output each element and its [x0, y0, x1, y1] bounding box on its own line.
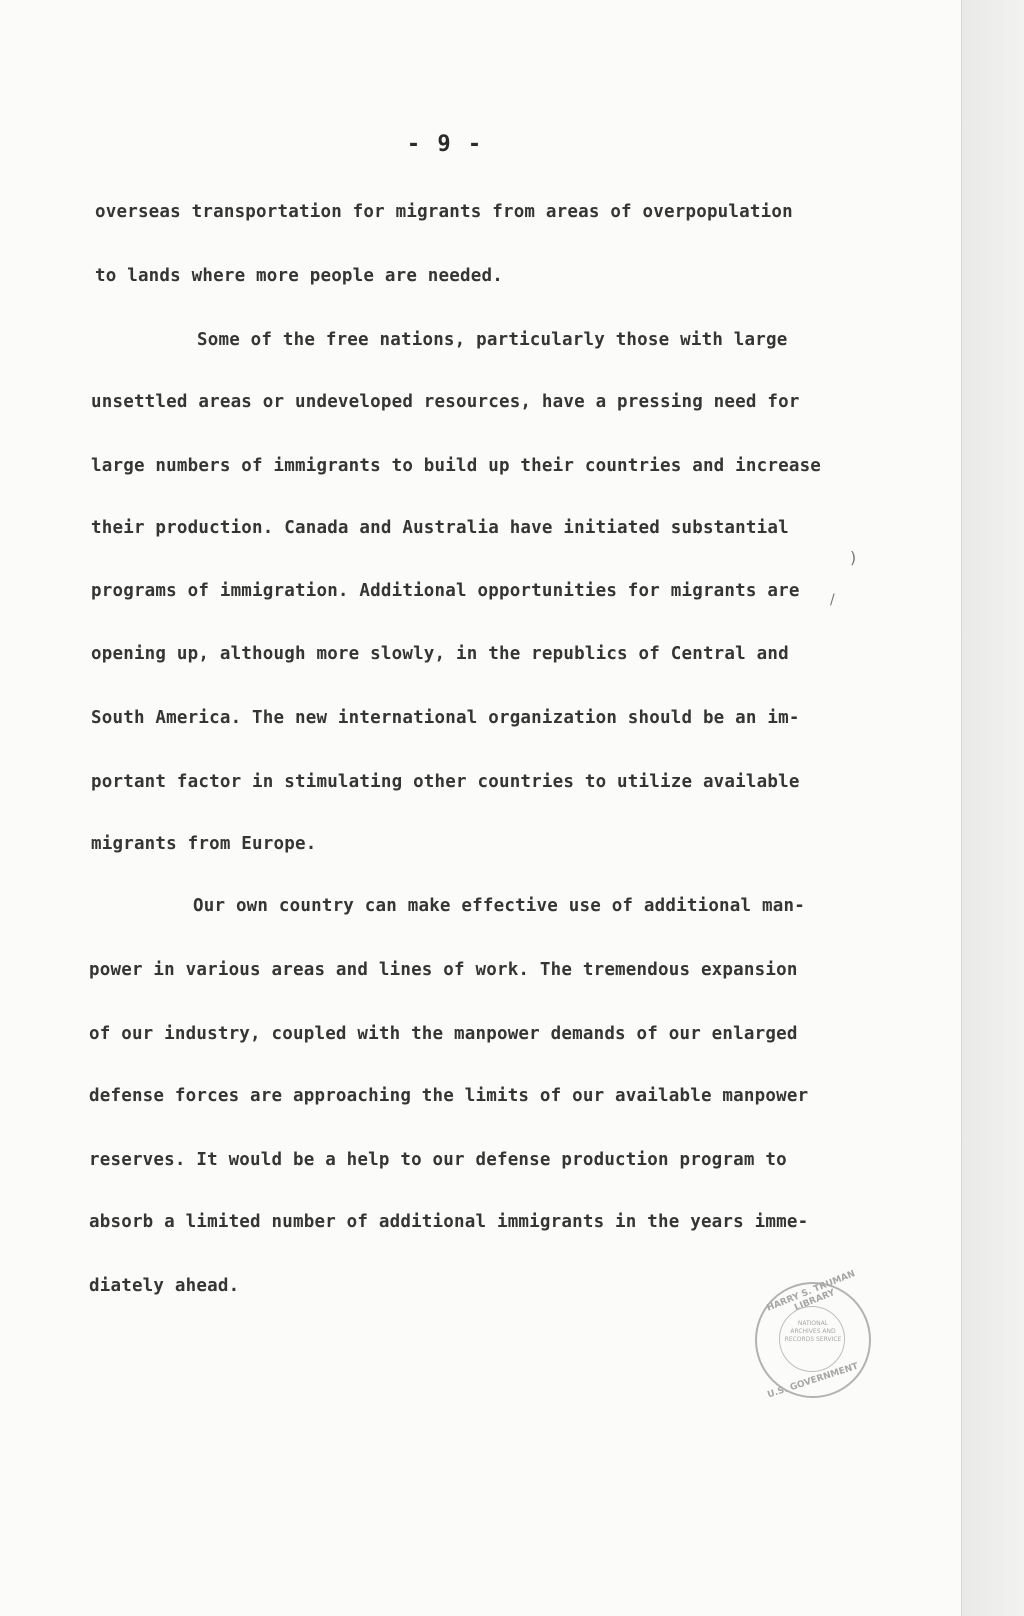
text-line: diately ahead.: [89, 1276, 240, 1296]
stamp-bottom-text: U.S. GOVERNMENT: [766, 1361, 860, 1401]
pencil-mark: /: [830, 592, 835, 608]
text-line: defense forces are approaching the limits of our available manpower: [89, 1086, 809, 1106]
stamp-center-text: NATIONAL ARCHIVES AND RECORDS SERVICE: [784, 1320, 842, 1343]
page-number: - 9 -: [406, 132, 484, 157]
text-line: Our own country can make effective use of additional man-: [193, 896, 805, 916]
text-line: reserves. It would be a help to our defense production program to: [89, 1150, 787, 1170]
text-line: to lands where more people are needed.: [95, 266, 503, 286]
stamp-top-text: HARRY S. TRUMAN LIBRARY: [765, 1269, 857, 1314]
text-line: overseas transportation for migrants from areas of overpopulation: [95, 202, 793, 222]
text-line: absorb a limited number of additional immigrants in the years imme-: [89, 1212, 809, 1232]
archive-stamp: [755, 1269, 871, 1401]
text-line: migrants from Europe.: [91, 834, 317, 854]
scan-edge: [961, 0, 1024, 1616]
text-line: unsettled areas or undeveloped resources, have a pressing need for: [91, 392, 800, 412]
text-line: portant factor in stimulating other countries to utilize available: [91, 772, 800, 792]
text-line: of our industry, coupled with the manpower demands of our enlarged: [89, 1024, 798, 1044]
text-line: opening up, although more slowly, in the republics of Central and: [91, 644, 789, 664]
pencil-mark: ): [850, 548, 857, 567]
text-line: Some of the free nations, particularly those with large: [197, 330, 788, 350]
text-line: large numbers of immigrants to build up their countries and increase: [91, 456, 822, 476]
text-line: South America. The new international organization should be an im-: [91, 708, 800, 728]
text-line: their production. Canada and Australia have initiated substantial: [91, 518, 789, 538]
text-line: power in various areas and lines of work. The tremendous expansion: [89, 960, 798, 980]
text-line: programs of immigration. Additional opportunities for migrants are: [91, 581, 800, 601]
